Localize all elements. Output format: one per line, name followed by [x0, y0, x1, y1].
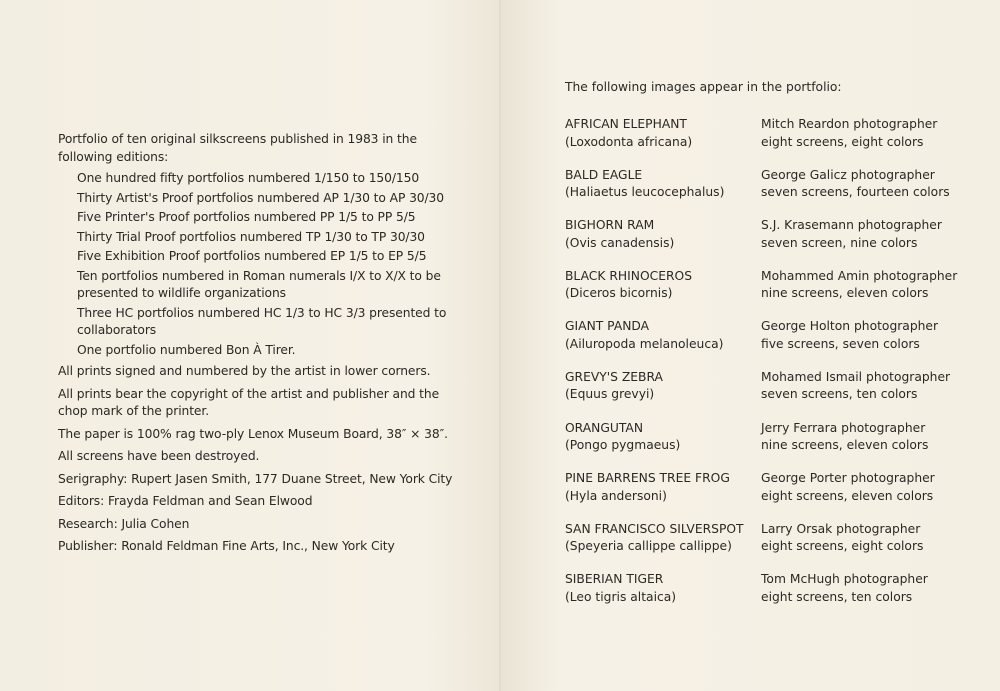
photographer: Tom McHugh photographer — [761, 572, 928, 587]
screens-colors: eight screens, ten colors — [761, 589, 913, 604]
image-entry — [565, 268, 985, 301]
credit — [761, 116, 985, 151]
image-entry — [565, 217, 985, 250]
image-entry — [565, 521, 985, 554]
species — [565, 420, 757, 455]
species-latin: (Leo tigris altaica) — [565, 589, 677, 604]
screens-colors: eight screens, eleven colors — [761, 488, 934, 503]
credit — [761, 318, 985, 353]
credit — [761, 420, 985, 455]
credit — [761, 571, 985, 606]
species — [565, 116, 757, 151]
species-name: ORANGUTAN — [565, 420, 644, 435]
species — [565, 167, 757, 202]
species-name: GREVY'S ZEBRA — [565, 369, 663, 384]
credit — [761, 268, 985, 303]
screens-colors: eight screens, eight colors — [761, 539, 924, 554]
image-entry — [565, 571, 985, 604]
species-name: GIANT PANDA — [565, 319, 650, 334]
species — [565, 217, 757, 252]
photographer: George Holton photographer — [761, 319, 939, 334]
species-name: PINE BARRENS TREE FROG — [565, 471, 730, 486]
edition-item: Three HC portfolios numbered HC 1/3 to HC 3/3 presented to collaborators — [77, 305, 447, 337]
edition-intro: Portfolio of ten original silkscreens published in 1983 in the following editions: — [58, 132, 417, 164]
serigraphy-credit: Serigraphy: Rupert Jasen Smith, 177 Duane Street, New York City — [58, 471, 453, 486]
credit — [761, 470, 985, 505]
species-latin: (Equus grevyi) — [565, 387, 655, 402]
colophon — [58, 131, 458, 561]
editors-credit: Editors: Frayda Feldman and Sean Elwood — [58, 494, 313, 508]
species-latin: (Haliaetus leucocephalus) — [565, 185, 725, 200]
copyright-statement: All prints bear the copyright of the artist and publisher and the chop mark of the printer. — [58, 386, 440, 418]
page-fold — [499, 0, 501, 691]
publisher-credit: Publisher: Ronald Feldman Fine Arts, Inc., New York City — [58, 539, 395, 553]
edition-item: Thirty Trial Proof portfolios numbered TP 1/30 to TP 30/30 — [77, 229, 425, 244]
edition-item: Five Printer's Proof portfolios numbered PP 1/5 to PP 5/5 — [77, 210, 416, 224]
edition-item: One portfolio numbered Bon À Tirer. — [77, 342, 296, 357]
image-entry — [565, 420, 985, 453]
signature-statement: All prints signed and numbered by the artist in lower corners. — [58, 364, 431, 378]
species — [565, 571, 757, 606]
edition-item: Thirty Artist's Proof portfolios numbered AP 1/30 to AP 30/30 — [77, 190, 445, 205]
species-name: AFRICAN ELEPHANT — [565, 117, 687, 131]
edition-list — [58, 170, 458, 359]
species-latin: (Ailuropoda melanoleuca) — [565, 336, 724, 351]
image-entry — [565, 369, 985, 402]
species-name: BIGHORN RAM — [565, 218, 655, 233]
edition-item: One hundred fifty portfolios numbered 1/150 to 150/150 — [77, 171, 420, 185]
species-latin: (Ovis canadensis) — [565, 235, 675, 250]
photographer: Mohamed Ismail photographer — [761, 369, 951, 384]
credit — [761, 369, 985, 404]
species — [565, 268, 757, 303]
screens-colors: seven screens, fourteen colors — [761, 185, 950, 200]
image-entry — [565, 318, 985, 351]
screens-colors: nine screens, eleven colors — [761, 286, 929, 301]
species-latin: (Hyla andersoni) — [565, 488, 667, 503]
credit — [761, 521, 985, 556]
image-entry — [565, 116, 985, 149]
species-latin: (Speyeria callippe callippe) — [565, 539, 732, 554]
species-latin: (Diceros bicornis) — [565, 286, 673, 301]
edition-item: Five Exhibition Proof portfolios numbered EP 1/5 to EP 5/5 — [77, 249, 427, 263]
screens-colors: seven screen, nine colors — [761, 235, 918, 250]
photographer: Mitch Reardon photographer — [761, 117, 938, 131]
species — [565, 470, 757, 505]
image-entry — [565, 470, 985, 503]
paper-statement: The paper is 100% rag two-ply Lenox Museum Board, 38″ × 38″. — [58, 426, 448, 441]
photographer: George Galicz photographer — [761, 167, 935, 182]
screens-colors: eight screens, eight colors — [761, 134, 924, 149]
image-entry — [565, 167, 985, 200]
species-name: SAN FRANCISCO SILVERSPOT — [565, 521, 744, 536]
species-name: SIBERIAN TIGER — [565, 572, 664, 587]
species — [565, 369, 757, 404]
species — [565, 521, 757, 556]
species-latin: (Pongo pygmaeus) — [565, 438, 681, 453]
species-name: BLACK RHINOCEROS — [565, 268, 693, 283]
research-credit: Research: Julia Cohen — [58, 516, 190, 531]
photographer: George Porter photographer — [761, 471, 935, 486]
photographer: S.J. Krasemann photographer — [761, 218, 942, 233]
screens-colors: seven screens, ten colors — [761, 387, 918, 402]
screens-colors: nine screens, eleven colors — [761, 438, 929, 453]
photographer: Jerry Ferrara photographer — [761, 420, 926, 435]
species-latin: (Loxodonta africana) — [565, 134, 693, 149]
species-name: BALD EAGLE — [565, 167, 643, 182]
credit — [761, 167, 985, 202]
credit — [761, 217, 985, 252]
screens-colors: five screens, seven colors — [761, 336, 920, 351]
species — [565, 318, 757, 353]
screens-statement: All screens have been destroyed. — [58, 449, 260, 463]
image-list — [565, 116, 985, 622]
edition-item: Ten portfolios numbered in Roman numerals I/X to X/X to be presented to wildlife organizations — [77, 268, 441, 300]
images-heading: The following images appear in the portfolio: — [565, 80, 842, 94]
photographer: Larry Orsak photographer — [761, 521, 921, 536]
photographer: Mohammed Amin photographer — [761, 268, 958, 283]
